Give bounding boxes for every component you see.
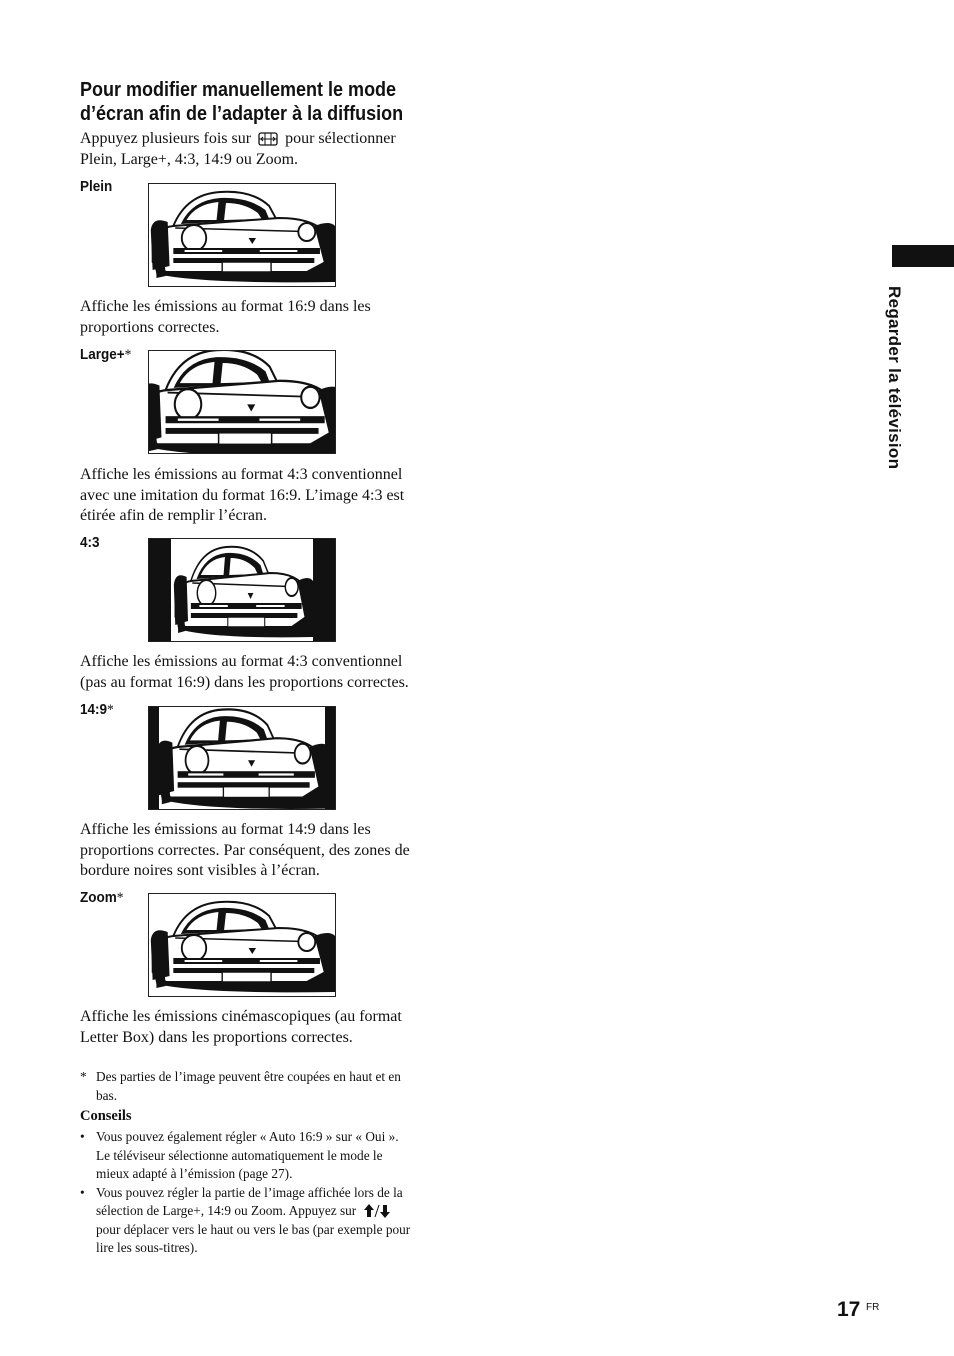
description-line: Letter Box) dans les proportions correctes. [80,1028,353,1046]
tip-line: Le téléviseur sélectionne automatiquement le mode le [96,1147,383,1163]
description-line: étirée afin de remplir l’écran. [80,507,267,524]
tip-line: mieux adapté à l’émission (page 27). [96,1166,293,1181]
mode-label-text: 4:3 [80,534,100,551]
tip-line: Vous pouvez également régler « Auto 16:9 » sur « Oui ». [96,1129,399,1144]
footnote-line: bas. [96,1087,118,1103]
intro-line [80,129,460,150]
mode-label-text: 14:9 [80,701,108,718]
mode-label-14-9 [80,701,114,719]
page-number: 17 [837,1298,861,1321]
footnote [80,1068,450,1105]
intro-text: Appuyez plusieurs fois sur [80,130,252,147]
chapter-title: Regarder la télévision [885,286,904,470]
mode-description-4-3 [80,652,460,693]
tip-line [96,1202,450,1221]
up-down-arrow-icons [364,1204,390,1218]
mode-label-text: Large+ [80,346,125,363]
footnote-mark: * [80,1069,87,1084]
tip-line: Vous pouvez régler la partie de l’image affichée lors de la [96,1184,403,1200]
mode-label-zoom [80,889,123,907]
car-image-zoom [148,893,336,997]
tip-item [80,1128,450,1184]
page-language: FR [866,1302,880,1313]
bullet: • [80,1129,85,1144]
mode-label-star: * [116,890,124,906]
mode-description-large-plus [80,465,460,527]
intro-line: Plein, Large+, 4:3, 14:9 ou Zoom. [80,150,299,168]
heading-line: d’écran afin de l’adapter à la diffusion [80,103,404,125]
description-line: Affiche les émissions au format 4:3 conventionnel [80,653,403,670]
mode-label-text: Zoom [80,889,117,906]
intro-text: pour sélectionner [285,130,396,147]
mode-description-14-9 [80,820,460,882]
tip-text: sélection de Large+, 14:9 ou Zoom. Appuyez sur [96,1203,357,1218]
tips-list [80,1128,450,1258]
mode-label-text: Plein [80,178,113,195]
car-image-pillarbox [148,538,336,642]
mode-description-zoom [80,1007,460,1048]
tip-line: lire les sous-titres). [96,1240,198,1255]
tips-title: Conseils [80,1108,132,1124]
tip-item [80,1184,450,1258]
footnote-line: Des parties de l’image peuvent être coupées en haut et en [96,1069,401,1084]
car-image-wide-zoom [148,350,336,454]
tip-line: pour déplacer vers le haut ou vers le bas (par exemple pour [96,1221,411,1237]
description-line: (pas au format 16:9) dans les proportions correctes. [80,673,409,691]
description-line: proportions correctes. Par conséquent, des zones de [80,841,410,859]
bullet: • [80,1184,85,1200]
mode-label-plein [80,178,112,196]
description-line: Affiche les émissions au format 16:9 dans les [80,298,371,315]
mode-label-star: * [107,702,114,718]
description-line: Affiche les émissions cinémascopiques (au format [80,1008,402,1025]
description-line: avec une imitation du format 16:9. L’image 4:3 est [80,486,405,504]
intro-paragraph [80,129,460,170]
car-image-full [148,183,336,287]
mode-label-large-plus [80,346,131,364]
description-line: bordure noires sont visibles à l’écran. [80,862,320,879]
section-heading [80,78,440,126]
description-line: proportions correctes. [80,318,220,336]
chapter-tab-marker [892,245,954,267]
mode-label-4-3 [80,534,100,552]
car-image-narrow-bars [148,706,336,810]
description-line: Affiche les émissions au format 4:3 conventionnel [80,466,403,483]
mode-label-star: * [124,347,132,363]
mode-description-plein [80,297,460,338]
wide-mode-icon [258,132,278,146]
description-line: Affiche les émissions au format 14:9 dans les [80,821,371,838]
heading-line: Pour modifier manuellement le mode [80,79,397,101]
